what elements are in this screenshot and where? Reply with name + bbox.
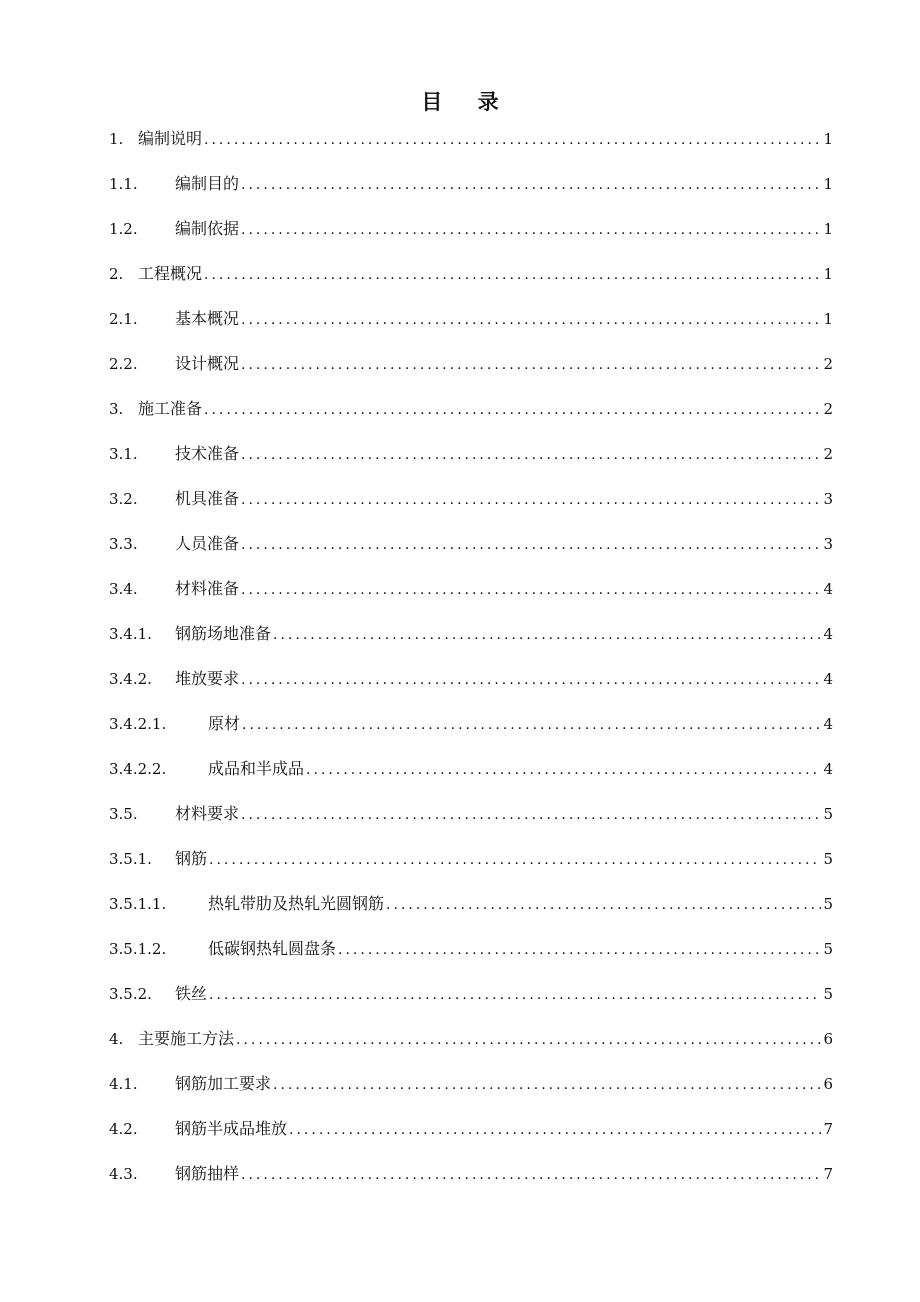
toc-entry-page-number: 7 [823,1120,833,1138]
toc-entry-title: 材料准备 [175,579,240,598]
toc-dot-leader [338,935,821,965]
toc-entry-number: 3.4.2. [109,670,152,688]
toc-dot-leader [306,755,821,785]
toc-entry[interactable] [109,799,833,844]
toc-entry[interactable] [109,394,833,439]
toc-entry-title: 施工准备 [138,399,203,418]
page-title: 目 录 [421,89,513,114]
toc-entry-number: 4.1. [109,1075,138,1093]
toc-dot-leader [204,260,821,290]
toc-entry[interactable] [109,889,833,934]
toc-entry-number: 3.3. [109,535,138,553]
toc-dot-leader [386,890,821,920]
toc-entry-page-number: 6 [823,1030,833,1048]
toc-entry[interactable] [109,574,833,619]
toc-entry-number: 2.2. [109,355,138,373]
toc-entry[interactable] [109,169,833,214]
toc-dot-leader [241,305,821,335]
toc-entry-number: 1.2. [109,220,138,238]
toc-entry[interactable] [109,439,833,484]
toc-entry-page-number: 1 [823,265,833,283]
toc-entry-number: 3.5. [109,805,138,823]
toc-entry[interactable] [109,1024,833,1069]
toc-entry-page-number: 5 [823,805,833,823]
toc-entry-title: 原材 [208,714,241,733]
toc-dot-leader [241,440,821,470]
toc-entry-title: 编制依据 [175,219,240,238]
toc-entry[interactable] [109,349,833,394]
toc-dot-leader [241,800,821,830]
toc-entry[interactable] [109,529,833,574]
toc-entry-page-number: 2 [823,445,833,463]
toc-entry-number: 3.5.1.1. [109,895,167,913]
toc-entry[interactable] [109,259,833,304]
toc-entry-title: 成品和半成品 [208,759,305,778]
toc-entry[interactable] [109,214,833,259]
toc-entry-page-number: 1 [823,130,833,148]
toc-entry-page-number: 4 [823,625,833,643]
toc-entry-title: 钢筋场地准备 [175,624,272,643]
toc-entry-title: 机具准备 [175,489,240,508]
toc-dot-leader [241,350,821,380]
toc-entry-number: 4.2. [109,1120,138,1138]
toc-entry-number: 3.5.2. [109,985,152,1003]
toc-entry-page-number: 1 [823,175,833,193]
toc-dot-leader [242,710,821,740]
toc-entry-number: 2.1. [109,310,138,328]
toc-entry[interactable] [109,304,833,349]
toc-entry-number: 4.3. [109,1165,138,1183]
toc-entry[interactable] [109,844,833,889]
toc-entry-number: 3.4. [109,580,138,598]
toc-entry-title: 人员准备 [175,534,240,553]
toc-entry-page-number: 4 [823,715,833,733]
toc-entry-page-number: 6 [823,1075,833,1093]
toc-entry[interactable] [109,484,833,529]
toc-entry-number: 3. [109,400,124,418]
toc-entry-number: 3.4.2.1. [109,715,167,733]
toc-entry-title: 铁丝 [175,984,208,1003]
toc-entry-number: 2. [109,265,124,283]
toc-entry-number: 1.1. [109,175,138,193]
toc-dot-leader [273,620,821,650]
toc-entry-title: 编制目的 [175,174,240,193]
toc-entry-title: 工程概况 [138,264,203,283]
toc-entry-page-number: 2 [823,400,833,418]
toc-entry-number: 3.5.1. [109,850,152,868]
toc-entry[interactable] [109,934,833,979]
toc-entry-number: 3.4.2.2. [109,760,167,778]
toc-entry-page-number: 1 [823,220,833,238]
toc-entry-page-number: 4 [823,580,833,598]
toc-entry-page-number: 5 [823,850,833,868]
toc-entry-number: 3.2. [109,490,138,508]
toc-dot-leader [289,1115,821,1145]
toc-list [109,124,833,1204]
toc-entry-title: 钢筋加工要求 [175,1074,272,1093]
toc-entry-title: 热轧带肋及热轧光圆钢筋 [208,894,385,913]
toc-entry-number: 3.1. [109,445,138,463]
toc-entry-title: 基本概况 [175,309,240,328]
toc-dot-leader [241,170,821,200]
toc-entry-number: 3.5.1.2. [109,940,167,958]
toc-entry-page-number: 1 [823,310,833,328]
toc-entry-page-number: 5 [823,895,833,913]
toc-entry[interactable] [109,754,833,799]
toc-dot-leader [209,845,821,875]
toc-entry-page-number: 5 [823,985,833,1003]
toc-entry-number: 3.4.1. [109,625,152,643]
toc-dot-leader [273,1070,821,1100]
toc-entry-number: 4. [109,1030,124,1048]
toc-entry-title: 堆放要求 [175,669,240,688]
toc-dot-leader [241,665,821,695]
toc-entry-title: 材料要求 [175,804,240,823]
toc-entry[interactable] [109,1114,833,1159]
toc-entry[interactable] [109,124,833,169]
toc-entry-title: 编制说明 [138,129,203,148]
toc-entry-page-number: 2 [823,355,833,373]
toc-entry-title: 低碳钢热轧圆盘条 [208,939,337,958]
toc-entry-title: 主要施工方法 [138,1029,235,1048]
toc-entry[interactable] [109,619,833,664]
toc-entry[interactable] [109,979,833,1024]
toc-entry-page-number: 5 [823,940,833,958]
toc-dot-leader [241,530,821,560]
toc-entry-page-number: 3 [823,490,833,508]
toc-entry-title: 技术准备 [175,444,240,463]
toc-entry[interactable] [109,1069,833,1114]
toc-entry-page-number: 4 [823,670,833,688]
toc-dot-leader [241,215,821,245]
toc-entry[interactable] [109,709,833,754]
toc-entry-title: 钢筋 [175,849,208,868]
toc-entry-page-number: 3 [823,535,833,553]
toc-entry-page-number: 4 [823,760,833,778]
toc-dot-leader [236,1025,821,1055]
toc-entry-number: 1. [109,130,124,148]
toc-dot-leader [204,395,821,425]
toc-entry[interactable] [109,664,833,709]
toc-entry[interactable] [109,1159,833,1204]
toc-dot-leader [241,1160,821,1190]
toc-dot-leader [209,980,821,1010]
toc-entry-title: 设计概况 [175,354,240,373]
toc-dot-leader [204,125,821,155]
toc-entry-title: 钢筋半成品堆放 [175,1119,288,1138]
toc-entry-title: 钢筋抽样 [175,1164,240,1183]
toc-dot-leader [241,575,821,605]
toc-dot-leader [241,485,821,515]
toc-entry-page-number: 7 [823,1165,833,1183]
